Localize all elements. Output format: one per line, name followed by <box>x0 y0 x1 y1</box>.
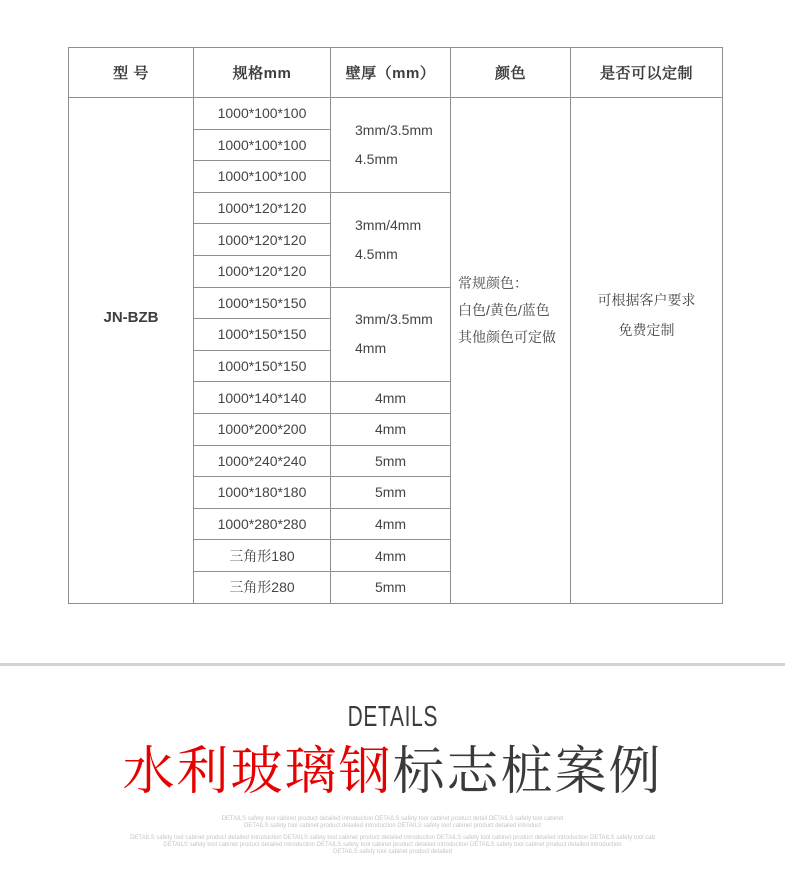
spec-cell: 1000*280*280 <box>194 508 331 540</box>
spec-cell: 1000*240*240 <box>194 445 331 477</box>
watermark-block-top <box>0 816 785 830</box>
header-model: 型 号 <box>69 48 194 98</box>
thickness-cell: 5mm <box>331 571 451 603</box>
customizable-line: 免费定制 <box>618 322 675 339</box>
color-cell <box>451 98 571 604</box>
header-row <box>69 48 723 98</box>
header-customizable: 是否可以定制 <box>571 48 723 98</box>
watermark-line: DETAILS safety tool cabinet product detailed introduction DETAILS safety tool cabinet product detailed introduct <box>244 823 541 829</box>
thickness-cell: 4mm <box>331 508 451 540</box>
thickness-cell: 5mm <box>331 445 451 477</box>
thickness-line: 4.5mm <box>355 150 398 167</box>
spec-cell: 1000*100*100 <box>194 98 331 130</box>
thickness-group-cell <box>331 98 451 193</box>
spec-cell: 三角形280 <box>194 571 331 603</box>
section-title-rest: 标志桩案例 <box>392 743 663 801</box>
section-title-accent: 水利玻璃钢 <box>122 743 393 801</box>
details-heading-text: DETAILS <box>347 701 438 733</box>
spec-cell: 1000*120*120 <box>194 224 331 256</box>
section-title <box>0 742 785 802</box>
section-divider <box>0 663 785 666</box>
thickness-line: 4mm <box>355 340 387 357</box>
thickness-group-cell <box>331 192 451 287</box>
table-row <box>69 98 723 130</box>
color-line: 白色/黄色/蓝色 <box>458 301 550 318</box>
model-value: JN-BZB <box>103 308 159 326</box>
spec-cell: 1000*180*180 <box>194 477 331 509</box>
spec-cell: 1000*100*100 <box>194 129 331 161</box>
thickness-group-cell <box>331 287 451 382</box>
thickness-line: 3mm/3.5mm <box>355 121 433 138</box>
thickness-line: 3mm/3.5mm <box>355 311 433 328</box>
color-line: 其他颜色可定做 <box>458 328 556 345</box>
customizable-line: 可根据客户要求 <box>597 292 696 309</box>
model-cell <box>69 98 194 604</box>
spec-cell: 1000*100*100 <box>194 161 331 193</box>
spec-cell: 1000*150*150 <box>194 319 331 351</box>
spec-cell: 1000*140*140 <box>194 382 331 414</box>
spec-cell: 1000*200*200 <box>194 413 331 445</box>
header-spec: 规格mm <box>194 48 331 98</box>
spec-cell: 1000*120*120 <box>194 192 331 224</box>
thickness-cell: 4mm <box>331 540 451 572</box>
spec-cell: 1000*150*150 <box>194 350 331 382</box>
thickness-line: 3mm/4mm <box>355 216 422 233</box>
watermark-block-bottom <box>0 835 785 856</box>
spec-cell: 1000*120*120 <box>194 255 331 287</box>
thickness-cell: 4mm <box>331 382 451 414</box>
spec-table <box>68 47 723 604</box>
watermark-line: DETAILS safety tool cabinet product detailed introduction DETAILS safety tool cabinet product detail DETAILS safety tool cabinet <box>221 816 564 822</box>
thickness-line: 4.5mm <box>355 245 398 262</box>
watermark-line: DETAILS safety tool cabinet product detailed introduction DETAILS safety tool cabinet product detailed introduction DETAILS safety tool cabinet product detailed introduction DETAILS safety tool cab <box>130 835 655 841</box>
spec-cell: 1000*150*150 <box>194 287 331 319</box>
spec-cell: 三角形180 <box>194 540 331 572</box>
details-heading <box>0 702 785 732</box>
watermark-line: DETAILS safety tool cabinet product detailed introduction DETAILS safety tool cabinet product detailed introduction DETAILS safety tool cabinet product detailed introduction <box>163 842 622 848</box>
header-color: 颜色 <box>451 48 571 98</box>
color-line: 常规颜色： <box>458 274 528 291</box>
customizable-cell <box>571 98 723 604</box>
header-thickness: 壁厚（mm） <box>331 48 451 98</box>
thickness-cell: 4mm <box>331 413 451 445</box>
watermark-line: DETAILS safety tool cabinet product detailed <box>333 849 452 855</box>
thickness-cell: 5mm <box>331 477 451 509</box>
